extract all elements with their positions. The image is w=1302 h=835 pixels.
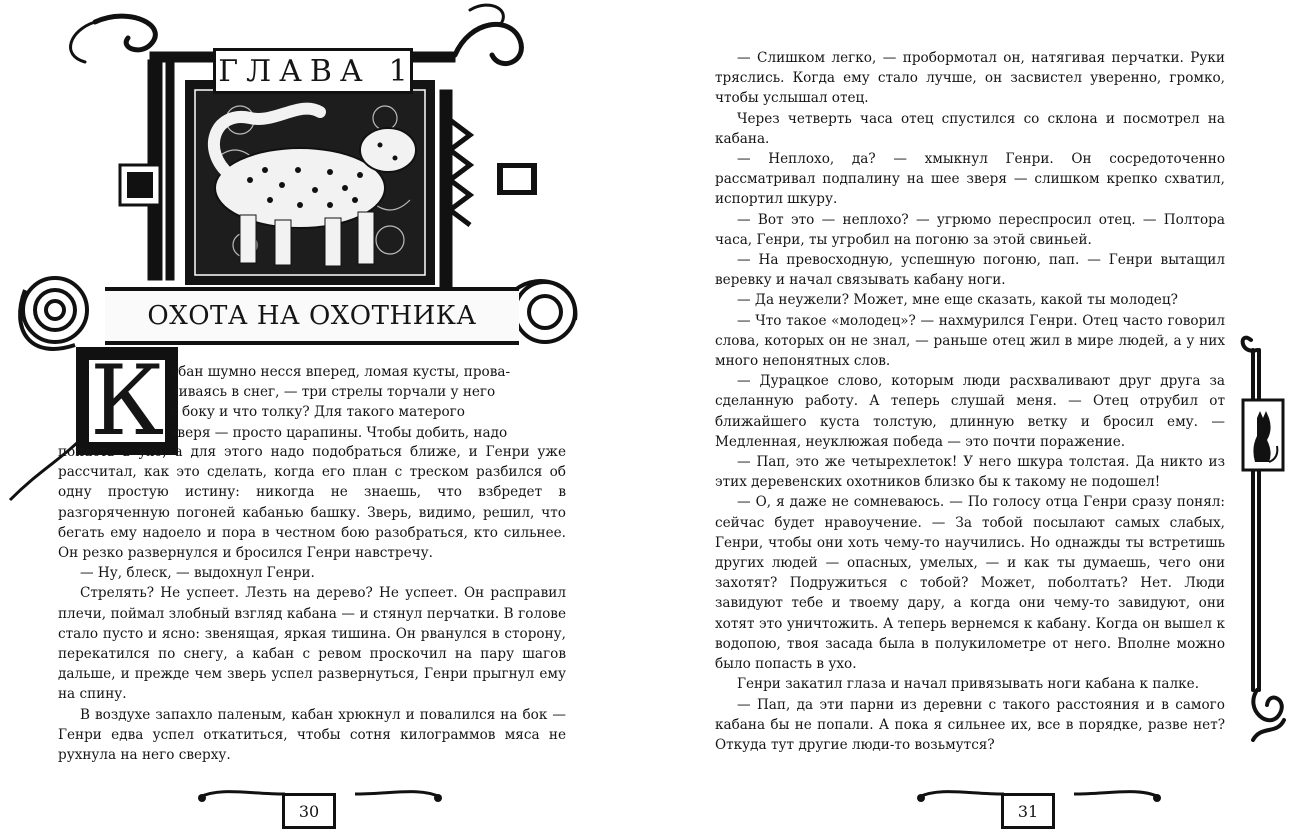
margin-ornament — [1239, 330, 1289, 750]
paragraph: — Слишком легко, — пробормотал он, натягивая перчатки. Руки тряслись. Когда ему стало лучше, он засвистел уверенно, громко, чтобы услышал отец. — [715, 50, 1225, 107]
paragraph: — Вот это — неплохо? — угрюмо переспросил отец. — Полтора часа, Генри, ты угробил на погоню за этой свиньей. — [715, 211, 1225, 248]
paragraph: — На превосходную, успешную погоню, пап. — Генри вытащил веревку и начал связывать кабану ноги. — [715, 252, 1225, 289]
text-line: в боку и что толку? Для такого матерого — [170, 404, 465, 421]
left-body-text — [58, 442, 566, 765]
drop-cap: К — [86, 357, 168, 445]
right-body-text — [715, 48, 1225, 755]
paragraph: — Пап, это же четырехлеток! У него шкура толстая. Да никто из этих деревенских охотников близко бы к такому не подошел! — [715, 454, 1225, 491]
text-line: абан шумно несся вперед, ломая кусты, прова- — [170, 364, 511, 380]
paragraph: В воздухе запахло паленым, кабан хрюкнул и повалился на бок — Генри едва успел откатиться, чтобы сотня килограммов мяса не рухнула на него сверху. — [58, 706, 566, 764]
paragraph: Генри закатил глаза и начал привязывать ноги кабана к палке. — [737, 676, 1200, 693]
paragraph: — Что такое «молодец»? — нахмурился Генри. Отец часто говорил слова, которых он не знал, — раньше отец жил в мире людей, а у них много непонятных слов. — [715, 312, 1225, 370]
right-page — [651, 0, 1302, 835]
paragraph: Стрелять? Не успеет. Лезть на дерево? Не успеет. Он расправил плечи, поймал злобный взгляд кабана — и стянул перчатки. В голове стало пусто и ясно: звенящая, яркая тишина. Он рванулся в сторону, перекатился по снегу, а кабан с ревом проскочил на пару шагов дальше, и прежде чем зверь успел развернуться, Генри прыгнул ему на спину. — [58, 585, 566, 703]
paragraph: — Неплохо, да? — хмыкнул Генри. Он сосредоточенно рассматривал подпалину на шее зверя — слишком крепко схватил, испортил шкуру. — [715, 151, 1225, 208]
text-line: ливаясь в снег, — три стрелы торчали у него — [170, 384, 496, 401]
chapter-title: ОХОТА НА ОХОТНИКА — [105, 287, 519, 345]
chapter-number: 1 — [388, 53, 408, 89]
page-number: 31 — [1001, 793, 1055, 829]
paragraph: — Да неужели? Может, мне еще сказать, какой ты молодец? — [737, 292, 1178, 309]
page-number: 30 — [282, 793, 336, 829]
paragraph: Через четверть часа отец спустился со склона и посмотрел на кабана. — [715, 110, 1225, 147]
chapter-label: ГЛАВА — [218, 53, 371, 89]
paragraph: — Пап, да эти парни из деревни с такого расстояния и в самого кабана бы не попали. А пока я сильнее их, все в порядке, разве нет? Откуда тут другие люди-то возьмутся? — [715, 696, 1225, 753]
paragraph: попасть в ухо, а для этого надо подобраться ближе, и Генри уже рассчитал, как это сделать, когда его план с треском разбился об одну простую истину: никогда не знаешь, что взбредет в разгоряченную погоней кабанью башку. Зверь, видимо, решил, что бегать ему надоело и пора в честном бою разобраться, кто сильнее. Он резко развернулся и бросился Генри навстречу. — [58, 444, 566, 562]
text-line: зверя — просто царапины. Чтобы добить, надо — [170, 424, 508, 441]
paragraph: — Ну, блеск, — выдохнул Генри. — [80, 565, 315, 582]
chapter-heading — [213, 48, 413, 94]
paragraph: — О, я даже не сомневаюсь. — По голосу отца Генри сразу понял: сейчас будет нравоучение. — За тобой посылают самых слабых, Генри, чтобы они хоть чему-то научились. Но однажды ты встретишь других людей — опасных, умелых, — и как ты думаешь, чего они захотят? Подружиться с тобой? Может, поболтать? Нет. Люди завидуют тебе и твоему дару, а когда они чему-то завидуют, они хотят это уничтожить. А теперь вернемся к кабану. Когда он вышел к водопою, твоя засада была в полукилометре от него. Вполне можно было попасть в ухо. — [715, 494, 1225, 673]
paragraph: — Дурацкое слово, которым люди расхваливают друг друга за сделанную работу. А теперь слушай меня. — Отец отрубил от ближайшего куста толстую, длинную ветку и бросил ему. — Медленная, неуклюжая победа — это почти поражение. — [715, 373, 1225, 450]
first-paragraph-beside-dropcap — [170, 362, 566, 443]
